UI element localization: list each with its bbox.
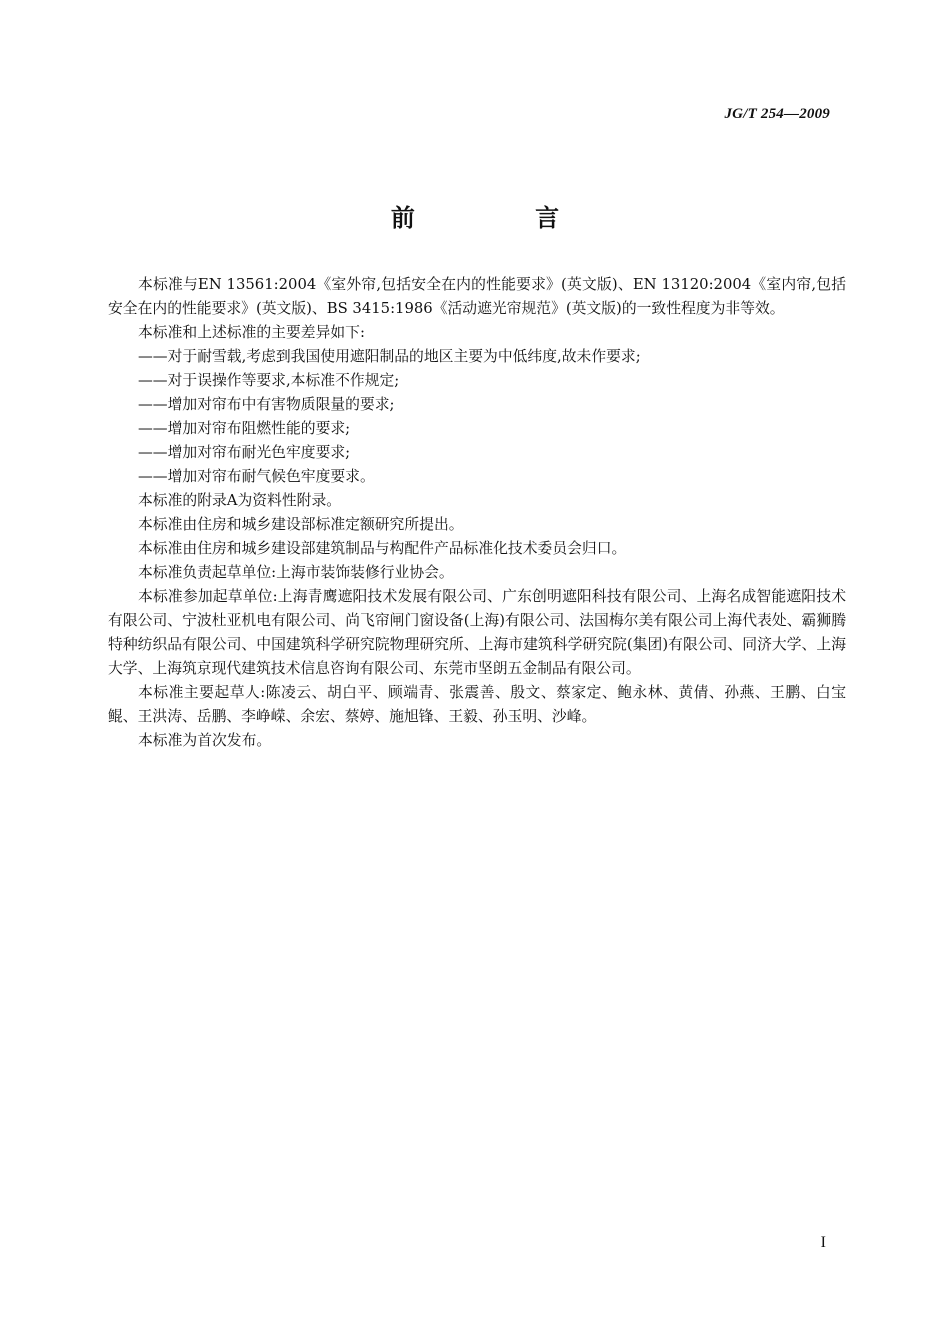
paragraph-appendix: 本标准的附录A为资料性附录。	[138, 492, 342, 509]
list-item-misoperation: ——对于误操作等要求,本标准不作规定;	[138, 372, 400, 389]
paragraph-main-drafters: 本标准主要起草人:陈凌云、胡白平、顾端青、张震善、殷文、蔡家定、鲍永林、黄倩、孙燕、王鹏、白宝鲲、王洪涛、岳鹏、李峥嵘、余宏、蔡婷、施旭锋、王毅、孙玉明、沙峰。	[108, 684, 846, 725]
list-item-harmful-substances: ——增加对帘布中有害物质限量的要求;	[138, 396, 395, 413]
paragraph-lead-drafter: 本标准负责起草单位:上海市装饰装修行业协会。	[138, 564, 454, 581]
paragraph-first-release: 本标准为首次发布。	[138, 732, 272, 749]
standard-code: JG/T 254—2009	[724, 106, 830, 122]
paragraph-equivalence: 本标准与EN 13561:2004《室外帘,包括安全在内的性能要求》(英文版)、EN 13120:2004《室内帘,包括安全在内的性能要求》(英文版)、BS 3415:1986《活动遮光帘规范》(英文版)的一致性程度为非等效。	[108, 276, 846, 317]
paragraph-participating-units: 本标准参加起草单位:上海青鹰遮阳技术发展有限公司、广东创明遮阳科技有限公司、上海名成智能遮阳技术有限公司、宁波杜亚机电有限公司、尚飞帘闸门窗设备(上海)有限公司、法国梅尔美有限公司上海代表处、霸狮腾特种纺织品有限公司、中国建筑科学研究院物理研究所、上海市建筑科学研究院(集团)有限公司、同济大学、上海大学、上海筑京现代建筑技术信息咨询有限公司、东莞市坚朗五金制品有限公司。	[108, 588, 846, 677]
paragraph-proposed-by: 本标准由住房和城乡建设部标准定额研究所提出。	[138, 516, 464, 533]
page-title: 前 言	[390, 204, 616, 232]
foreword-body	[108, 273, 846, 753]
list-item-flame-retardant: ——增加对帘布阻燃性能的要求;	[138, 420, 351, 437]
list-item-snow-load: ——对于耐雪载,考虑到我国使用遮阳制品的地区主要为中低纬度,故未作要求;	[138, 348, 641, 365]
list-item-light-fastness: ——增加对帘布耐光色牢度要求;	[138, 444, 351, 461]
page-number: I	[820, 1234, 826, 1251]
paragraph-centralized-by: 本标准由住房和城乡建设部建筑制品与构配件产品标准化技术委员会归口。	[138, 540, 627, 557]
paragraph-differences-intro: 本标准和上述标准的主要差异如下:	[138, 324, 365, 341]
list-item-weather-fastness: ——增加对帘布耐气候色牢度要求。	[138, 468, 375, 485]
